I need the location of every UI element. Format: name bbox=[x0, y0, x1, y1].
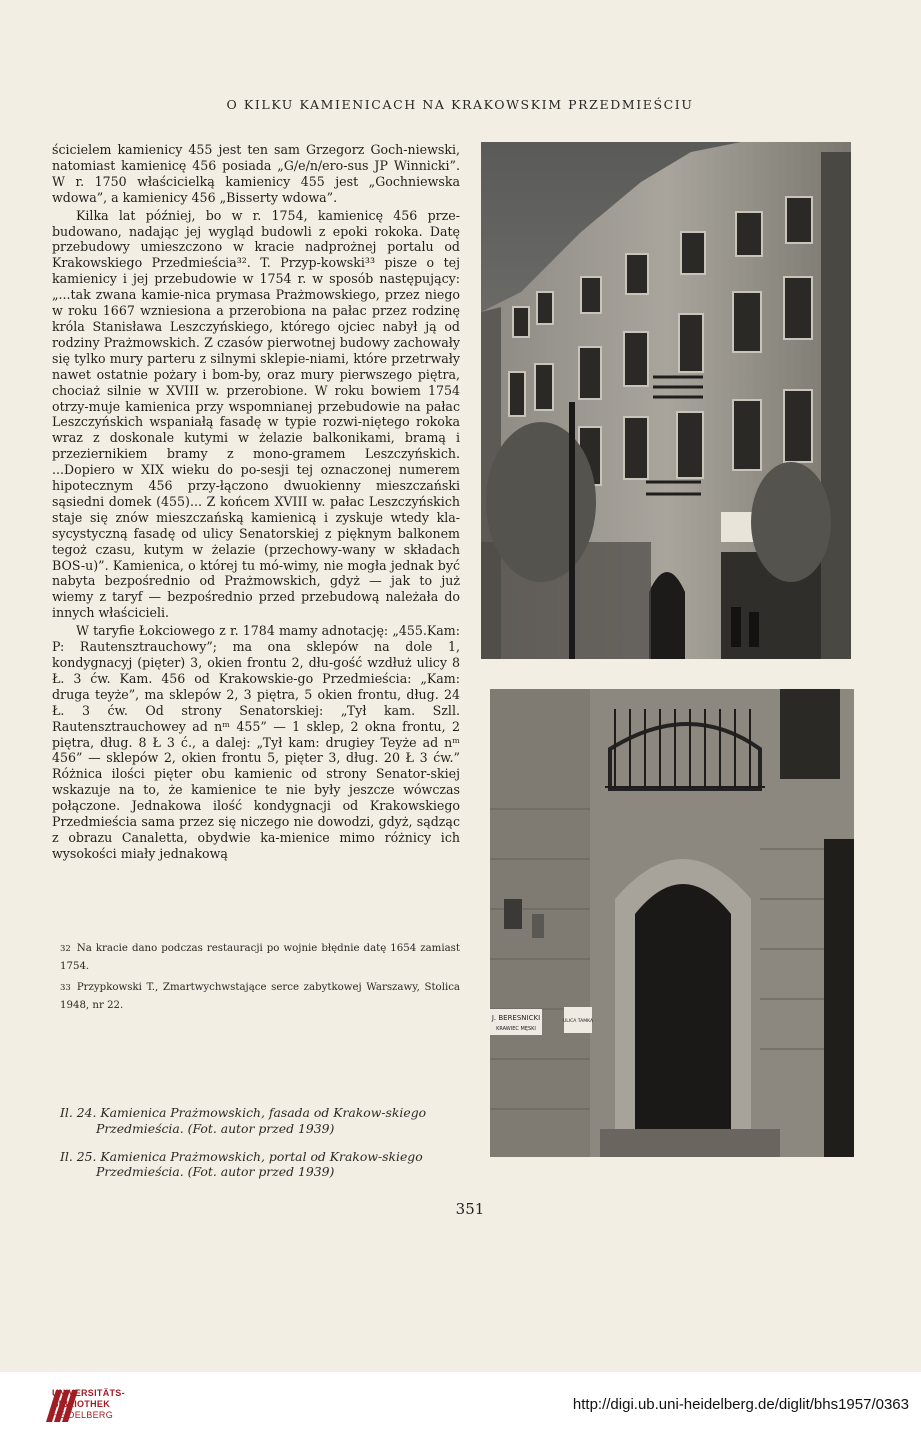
facade-photo-image bbox=[481, 142, 851, 659]
footnote-33 bbox=[60, 979, 460, 1014]
paragraph-1: ścicielem kamienicy 455 jest ten sam Grzegorz Goch-niewski, natomiast kamienicę 456 posiada „G/e/n/ero-sus JP Winnicki”. W r. 1750 właścicielką kamienicy 455 jest „Gochniewska wdowa”, a kamienicy 456 „Bisserty wdowa”. bbox=[52, 142, 460, 205]
logo-text bbox=[52, 1388, 125, 1421]
photo-facade bbox=[481, 142, 851, 659]
portal-photo-image bbox=[490, 689, 854, 1157]
caption-il-25: Il. 25. Kamienica Prażmowskich, portal od Krakow-skiego Przedmieścia. (Fot. autor przed 1939) bbox=[60, 1148, 423, 1180]
logo-line-1: UNIVERSITÄTS- bbox=[52, 1388, 125, 1398]
shop-sign-subtitle: KRAWIEC MĘSKI bbox=[496, 1026, 536, 1032]
shop-sign-name: J. BERESNICKI bbox=[491, 1014, 541, 1022]
paragraph-2: Kilka lat później, bo w r. 1754, kamienicę 456 prze-budowano, nadając jej wygląd budowli z epoki rokoka. Datę przebudowy umieszczono w kracie nadprożnej portalu od Krakowskiego Przedmieścia³². T. Przyp-kowski³³ pisze o tej kamienicy i jej przebudowie w 1754 r. w sposób następujący: „...tak zwana kamie-nica prymasa Prażmowskiego, przez niego w roku 1667 wzniesiona a przerobiona na pałac przez rodzinę króla Stanisława Leszczyńskiego, którego ojciec nabył ją od rodziny Prażmowskich. Z czasów pierwotnej budowy zachowały się tylko mury parteru z silnymi sklepie-niami, które przetrwały nawet ostatnie pożary i bom-by, oraz mury pierwszego piętra, chociaż silnie w XVIII w. przerobione. W roku bowiem 1754 otrzy-muje kamienica przy wspomnianej przebudowie na pałac Leszczyńskich wspaniałą fasadę w typie rozwi-niętego rokoka wraz z doskonale kutymi w żelazie balkonikami, bramą i przeziernikiem bramy z mono-gramem Leszczyńskich. ...Dopiero w XIX wieku do po-sesji tej oznaczonej numerem hipotecznym 456 przy-łączono dwuokienny mieszczański sąsiedni domek (455)... Z końcem XVIII w. pałac Leszczyńskich staje się znów mieszczańską kamienicą i zyskuje wtedy kla-sycystyczną fasadę od ulicy Senatorskiej z pięknym balkonem tegoż czasu, kutym w żelazie (przechowy-wany w składach BOS-u)”. Kamienica, o której tu mó-wimy, nie mogła jednak być nabyta bezpośrednio od Prażmowskich, gdyż — jak to już wiemy z taryf — bezpośrednio przed przebudową należała do innych właścicieli. bbox=[52, 207, 460, 621]
footnotes bbox=[60, 940, 460, 1018]
caption-il-24: Il. 24. Kamienica Prażmowskich, fasada od Krakow-skiego Przedmieścia. (Fot. autor przed 1939) bbox=[60, 1105, 427, 1136]
logo-line-2: BIBLIOTHEK bbox=[52, 1399, 110, 1409]
paragraph-3: W taryfie Łokciowego z r. 1784 mamy adnotację: „455.Kam: P: Rautensztrauchowy”; ma ona sklepów na dole 1, kondygnacyj (pięter) 3, okien frontu 2, dłu-gość wzdłuż ulicy 8 Ł. 3 ćw. Kam. 456 od Krakowskie-go Przedmieścia: „Kam: druga teyże”, ma sklepów 2, 3 piętra, 5 okien frontu, dług. 24 Ł. 3 ćw. Od strony Senatorskiej: „Tył kam. Szll. Rautensztrauchowey ad nᵐ 455” — 1 sklep, 2 okna frontu, 2 piętra, dług. 8 Ł 3 ć., a dalej: „Tył kam: drugiey Teyże ad nᵐ 456” — sklepów 2, okien frontu 5, pięter 3, dług. 20 Ł 3 ćw.” Różnica ilości pięter obu kamienic od strony Senator-skiej wskazuje na to, że kamienice te nie były jeszcze wówczas połączone. Jednakowa ilość kondygnacji od Krakowskiego Przedmieścia sama przez się niczego nie dowodzi, gdyż, sądząc z obrazu Canaletta, obydwie ka-mienice mimo różnicy ich wysokości miały jednakową bbox=[52, 623, 460, 861]
running-title: O KILKU KAMIENICACH NA KRAKOWSKIM PRZEDMIEŚCIU bbox=[226, 97, 694, 112]
page-number: 351 bbox=[455, 1200, 485, 1218]
photo-portal bbox=[490, 689, 854, 1157]
figure-captions bbox=[60, 1105, 470, 1192]
footer-bar bbox=[0, 1372, 921, 1437]
source-url[interactable]: http://digi.ub.uni-heidelberg.de/diglit/bhs1957/0363 bbox=[572, 1396, 909, 1413]
footnote-number: 32 bbox=[60, 944, 71, 954]
footnote-text: Przypkowski T., Zmartwychwstające serce zabytkowej Warszawy, Stolica 1948, nr 22. bbox=[60, 982, 460, 1011]
street-plaque: ULICA TAMKA bbox=[562, 1019, 594, 1024]
footnote-number: 33 bbox=[60, 983, 71, 993]
footnote-32 bbox=[60, 940, 460, 975]
footnote-text: Na kracie dano podczas restauracji po wojnie błędnie datę 1654 zamiast 1754. bbox=[60, 943, 460, 972]
body-text bbox=[52, 142, 460, 862]
logo-line-3: HEIDELBERG bbox=[52, 1410, 114, 1420]
